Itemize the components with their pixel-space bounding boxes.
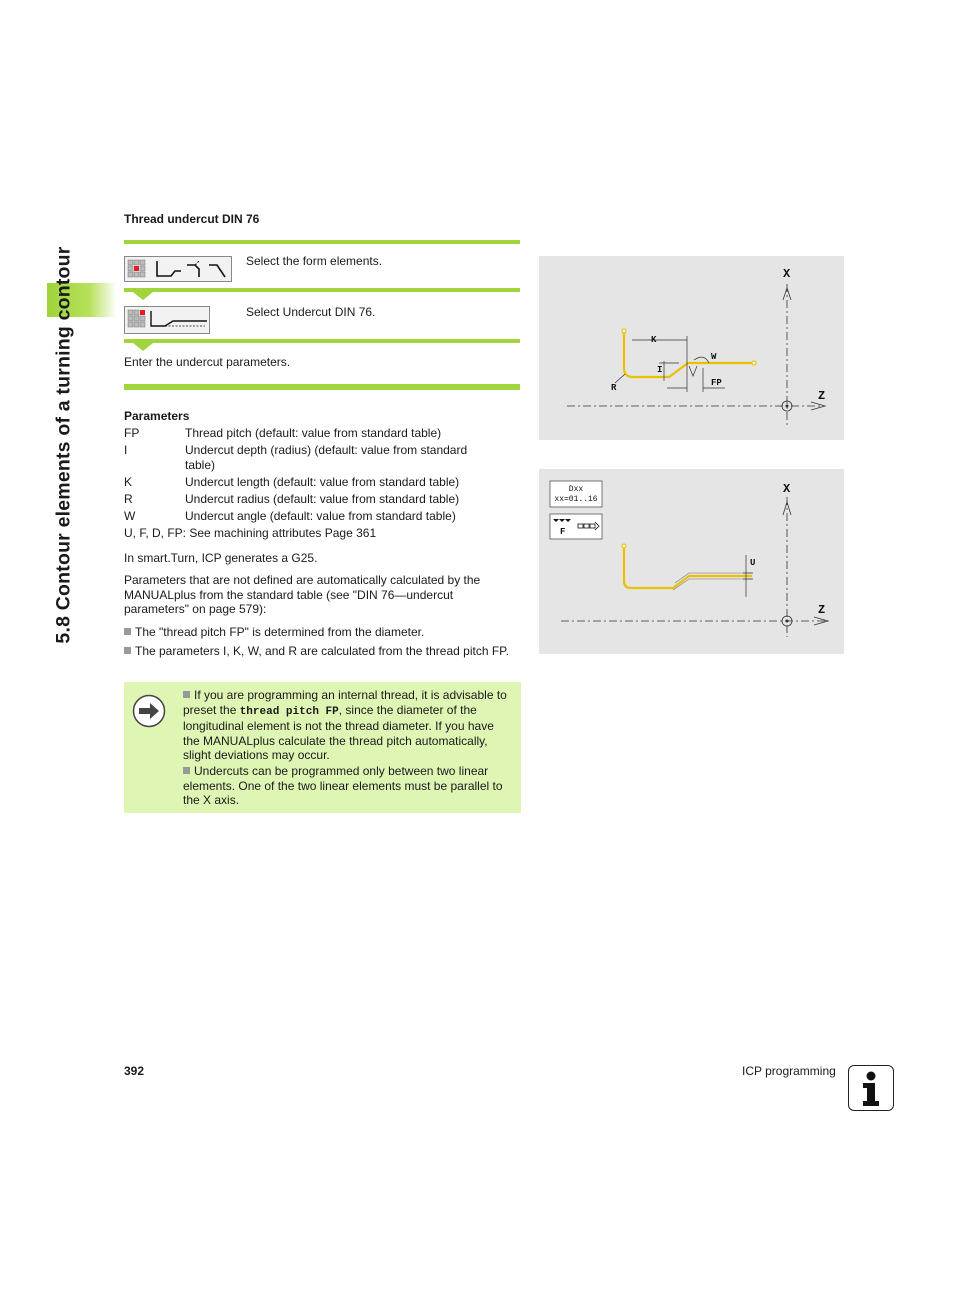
z-axis-label-2: Z bbox=[818, 603, 826, 617]
arrow-right-icon bbox=[132, 694, 166, 728]
param-row-w bbox=[124, 509, 520, 524]
param-desc: Undercut radius (default: value from standard table) bbox=[185, 492, 460, 506]
w-label: W bbox=[711, 352, 717, 362]
param-extra: U, F, D, FP: See machining attributes Page 361 bbox=[124, 526, 377, 540]
param-desc: Thread pitch (default: value from standard table) bbox=[185, 426, 442, 440]
divider-bottom bbox=[124, 384, 520, 390]
divider-step-2 bbox=[124, 339, 520, 343]
dxx-label: Dxx bbox=[568, 485, 584, 494]
bullet-square-icon bbox=[124, 647, 131, 654]
step-arrow-1 bbox=[133, 292, 153, 300]
z-axis-label: Z bbox=[818, 389, 826, 403]
param-key: FP bbox=[124, 426, 140, 440]
param-key: W bbox=[124, 509, 136, 523]
undercut-din76-icon bbox=[125, 307, 209, 333]
param-desc: Undercut depth (radius) (default: value from standard table) bbox=[185, 443, 468, 472]
param-row-r bbox=[124, 492, 520, 507]
dxx-range-label: xx=01..16 bbox=[554, 495, 598, 504]
param-row-i bbox=[124, 443, 520, 473]
step-2-text: Select Undercut DIN 76. bbox=[246, 305, 376, 319]
form-elements-softkey[interactable] bbox=[124, 256, 232, 282]
bullet-1: The "thread pitch FP" is determined from the diameter. bbox=[124, 625, 520, 640]
undercut-parameters-figure bbox=[539, 256, 844, 440]
note-box bbox=[124, 682, 521, 813]
enter-parameters-text: Enter the undercut parameters. bbox=[124, 355, 291, 369]
i-label: I bbox=[657, 365, 663, 375]
k-label: K bbox=[651, 335, 657, 345]
feed-softkey bbox=[550, 514, 602, 539]
info-icon bbox=[848, 1065, 894, 1111]
param-key: R bbox=[124, 492, 133, 506]
param-row-k bbox=[124, 475, 520, 490]
param-row-fp bbox=[124, 426, 520, 441]
bullet-square-icon bbox=[183, 691, 190, 698]
smartturn-paragraph: In smart.Turn, ICP generates a G25. bbox=[124, 551, 318, 565]
note-bullet-2: Undercuts can be programmed only between two linear elements. One of the two linear elements must be parallel to the X axis. bbox=[183, 764, 503, 807]
section-heading: Thread undercut DIN 76 bbox=[124, 212, 260, 226]
bullet-square-icon bbox=[183, 767, 190, 774]
undercut-din76-softkey[interactable] bbox=[124, 306, 210, 334]
bullet-2: The parameters I, K, W, and R are calculated from the thread pitch FP. bbox=[124, 644, 520, 659]
page-number: 392 bbox=[124, 1064, 145, 1078]
bullet-square-icon bbox=[124, 628, 131, 635]
divider-top bbox=[124, 240, 520, 244]
feed-marks-icon bbox=[553, 519, 571, 522]
form-elements-icon bbox=[125, 257, 231, 281]
undercut-attributes-diagram bbox=[539, 469, 844, 654]
footer-section: ICP programming bbox=[742, 1064, 836, 1078]
x-axis-label: X bbox=[783, 267, 791, 281]
fp-label: FP bbox=[711, 378, 722, 388]
step-arrow-2 bbox=[133, 343, 153, 351]
param-desc: Undercut angle (default: value from standard table) bbox=[185, 509, 456, 523]
f-label: F bbox=[560, 527, 566, 537]
undefined-params-paragraph: Parameters that are not defined are automatically calculated by the MANUALplus from the standard table (see "DIN 76—undercut parameters" on page 579): bbox=[124, 573, 481, 616]
r-label: R bbox=[611, 383, 617, 393]
u-label: U bbox=[750, 558, 756, 568]
note-bullet-1: If you are programming an internal thread, it is advisable to preset the thread pitch FP, since the diameter of the longitudinal element is not the thread diameter. If you have the MANUALplus calculate the thread pitch automatically, slight deviations may occur. bbox=[183, 688, 507, 762]
undercut-attributes-figure bbox=[539, 469, 844, 654]
divider-step-1 bbox=[124, 288, 520, 292]
param-key: I bbox=[124, 443, 128, 457]
param-desc: Undercut length (default: value from standard table) bbox=[185, 475, 460, 489]
undercut-parameters-diagram bbox=[539, 256, 844, 440]
param-key: K bbox=[124, 475, 133, 489]
x-axis-label-2: X bbox=[783, 482, 791, 496]
parameters-heading: Parameters bbox=[124, 409, 190, 423]
step-1-text: Select the form elements. bbox=[246, 254, 383, 268]
